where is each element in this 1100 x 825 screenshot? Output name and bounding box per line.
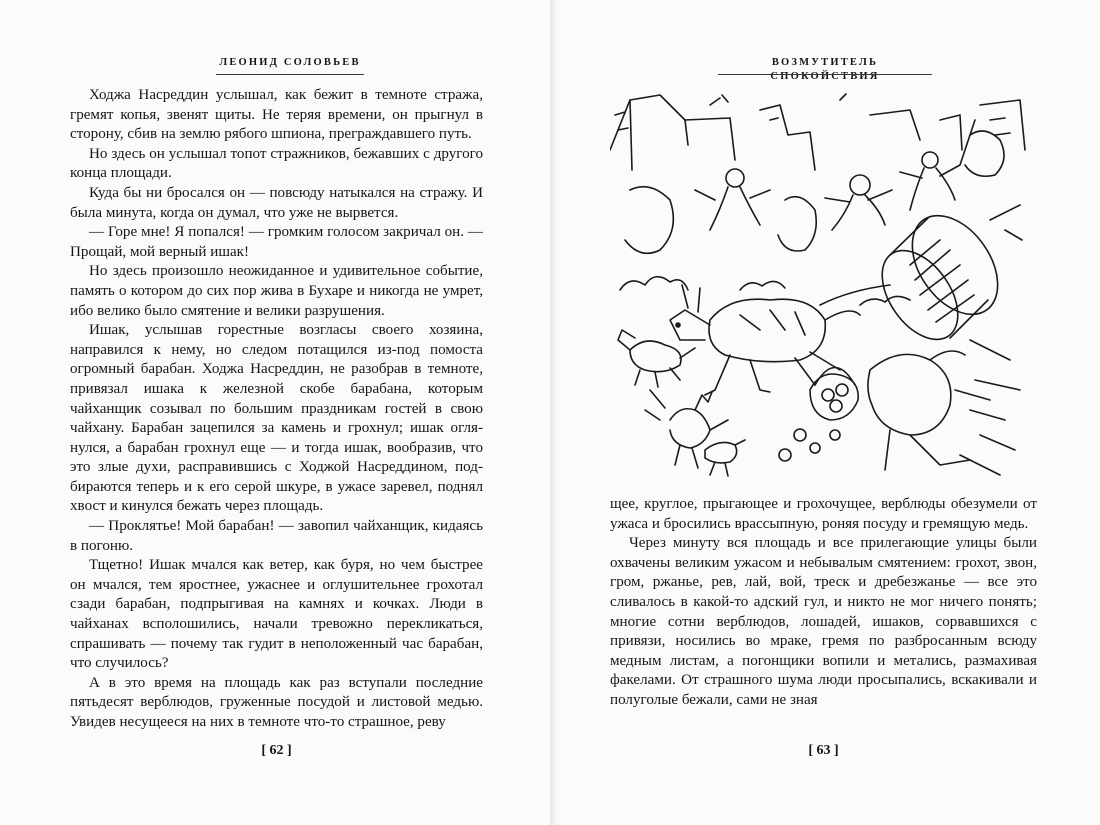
dust-clouds-drawing	[620, 277, 910, 305]
paragraph: — Проклятье! Мой барабан! — завопил чайханщик, кидаясь в погоню.	[70, 518, 483, 554]
paragraph: Тщетно! Ишак мчался как ветер, как буря, но чем быстрее он мчался, тем яростнее, ужаснее и оглушительнее грохотал сзади барабан, подпрыгивая на камнях и кочках. Люди в чайханах всполошились, начали тревожно перекликаться, спрашивать — почему так гудит в неположенный час барабан, что случилось?	[70, 557, 483, 672]
donkey-drawing	[670, 285, 860, 395]
paragraph: Куда бы ни бросался он — повсюду натыкался на стражу. И была минута, когда он думал, что уже не вырвется.	[70, 184, 483, 221]
paragraph: — Горе мне! Я попался! — громким голосом закричал он. — Прощай, мой верный ишак!	[70, 224, 483, 260]
bird-drawing	[705, 440, 745, 476]
paragraph: Ишак, услышав горестные возгласы своего хозяина, направился к нему, но следом потащился из-под помоста огромный барабан. Ходжа Насреддин, не разобрав в темноте, привязал ишака к железной скобе барабана, которым чайханщик созывал по большим праздникам гостей в свою чайхану. Барабан зацепился за камень и грохнул; ишак оглянулся, а барабан грохнул еще — и тогда ишак, вообразив, что это злые духи, расправившись с Ходжой Насреддином, подбираются теперь и к его серой шкуре, в ужасе заревел, поднял хвост и кинулся бежать через площадь.	[70, 322, 483, 515]
right-page	[550, 0, 1100, 825]
left-body-text	[70, 86, 483, 733]
rooster-drawing	[645, 390, 728, 468]
paragraph: Ходжа Насреддин услышал, как бежит в темноте стража, гремят копья, звенят щиты. Не теряя времени, он прыгнул в сторону, сбив на землю рябого шпиона, преграждавшего путь.	[70, 87, 483, 143]
drum-drawing	[820, 200, 1015, 353]
fruit-basket-drawing	[779, 368, 858, 462]
header-rule	[718, 74, 932, 75]
paragraph: Но здесь он услышал топот стражников, бежавших с другого конца площади.	[70, 145, 483, 182]
header-rule	[216, 74, 364, 75]
illustration-donkey-drum-chase	[610, 90, 1030, 486]
paragraph: Через минуту вся площадь и все прилегающие улицы были охвачены великим ужасом и небывалым смятением: грохот, звон, гром, ржанье, рев, лай, вой, треск и дребезжанье — все это сливалось в какой-то адский гул, и никто не мог ничего понять; многие сотни верблюдов, лошадей, ишаков, сорвавшихся с привязи, носились во мраке, гремя по разбросанным всюду медным листам, а погонщики вопили и метались, размахивая факелами. От страшного шума люди просыпались, вскакивали и полуголые бежали, сами не зная	[610, 535, 1037, 708]
paragraph: Но здесь произошло неожиданное и удивительное событие, память о котором до сих пор жива в Бухаре и никогда не умрет, ибо велико было смятение и велики разрушения.	[70, 263, 483, 319]
continued-paragraph: щее, круглое, прыгающее и грохочущее, верблюды обезумели от ужаса и бросились врассыпную, роняя посуду и гремящую медь.	[610, 496, 1037, 532]
right-body-text	[610, 495, 1037, 711]
page-number: [ 62 ]	[261, 743, 292, 758]
running-header-author: ЛЕОНИД СОЛОВЬЕВ	[219, 57, 361, 68]
dog-drawing	[618, 330, 695, 387]
paragraph: А в это время на площадь как раз вступали последние пятьдесят верблюдов, груженные посудой и листовой медью. Увидев несущееся на них в темноте что-то страшное, реву	[70, 674, 483, 730]
fallen-merchant-drawing	[868, 340, 1020, 475]
fleeing-people-drawing	[625, 120, 1022, 253]
page-number: [ 63 ]	[808, 743, 839, 758]
running-header-title: ВОЗМУТИТЕЛЬ СПОКОЙСТВИЯ	[770, 57, 880, 82]
